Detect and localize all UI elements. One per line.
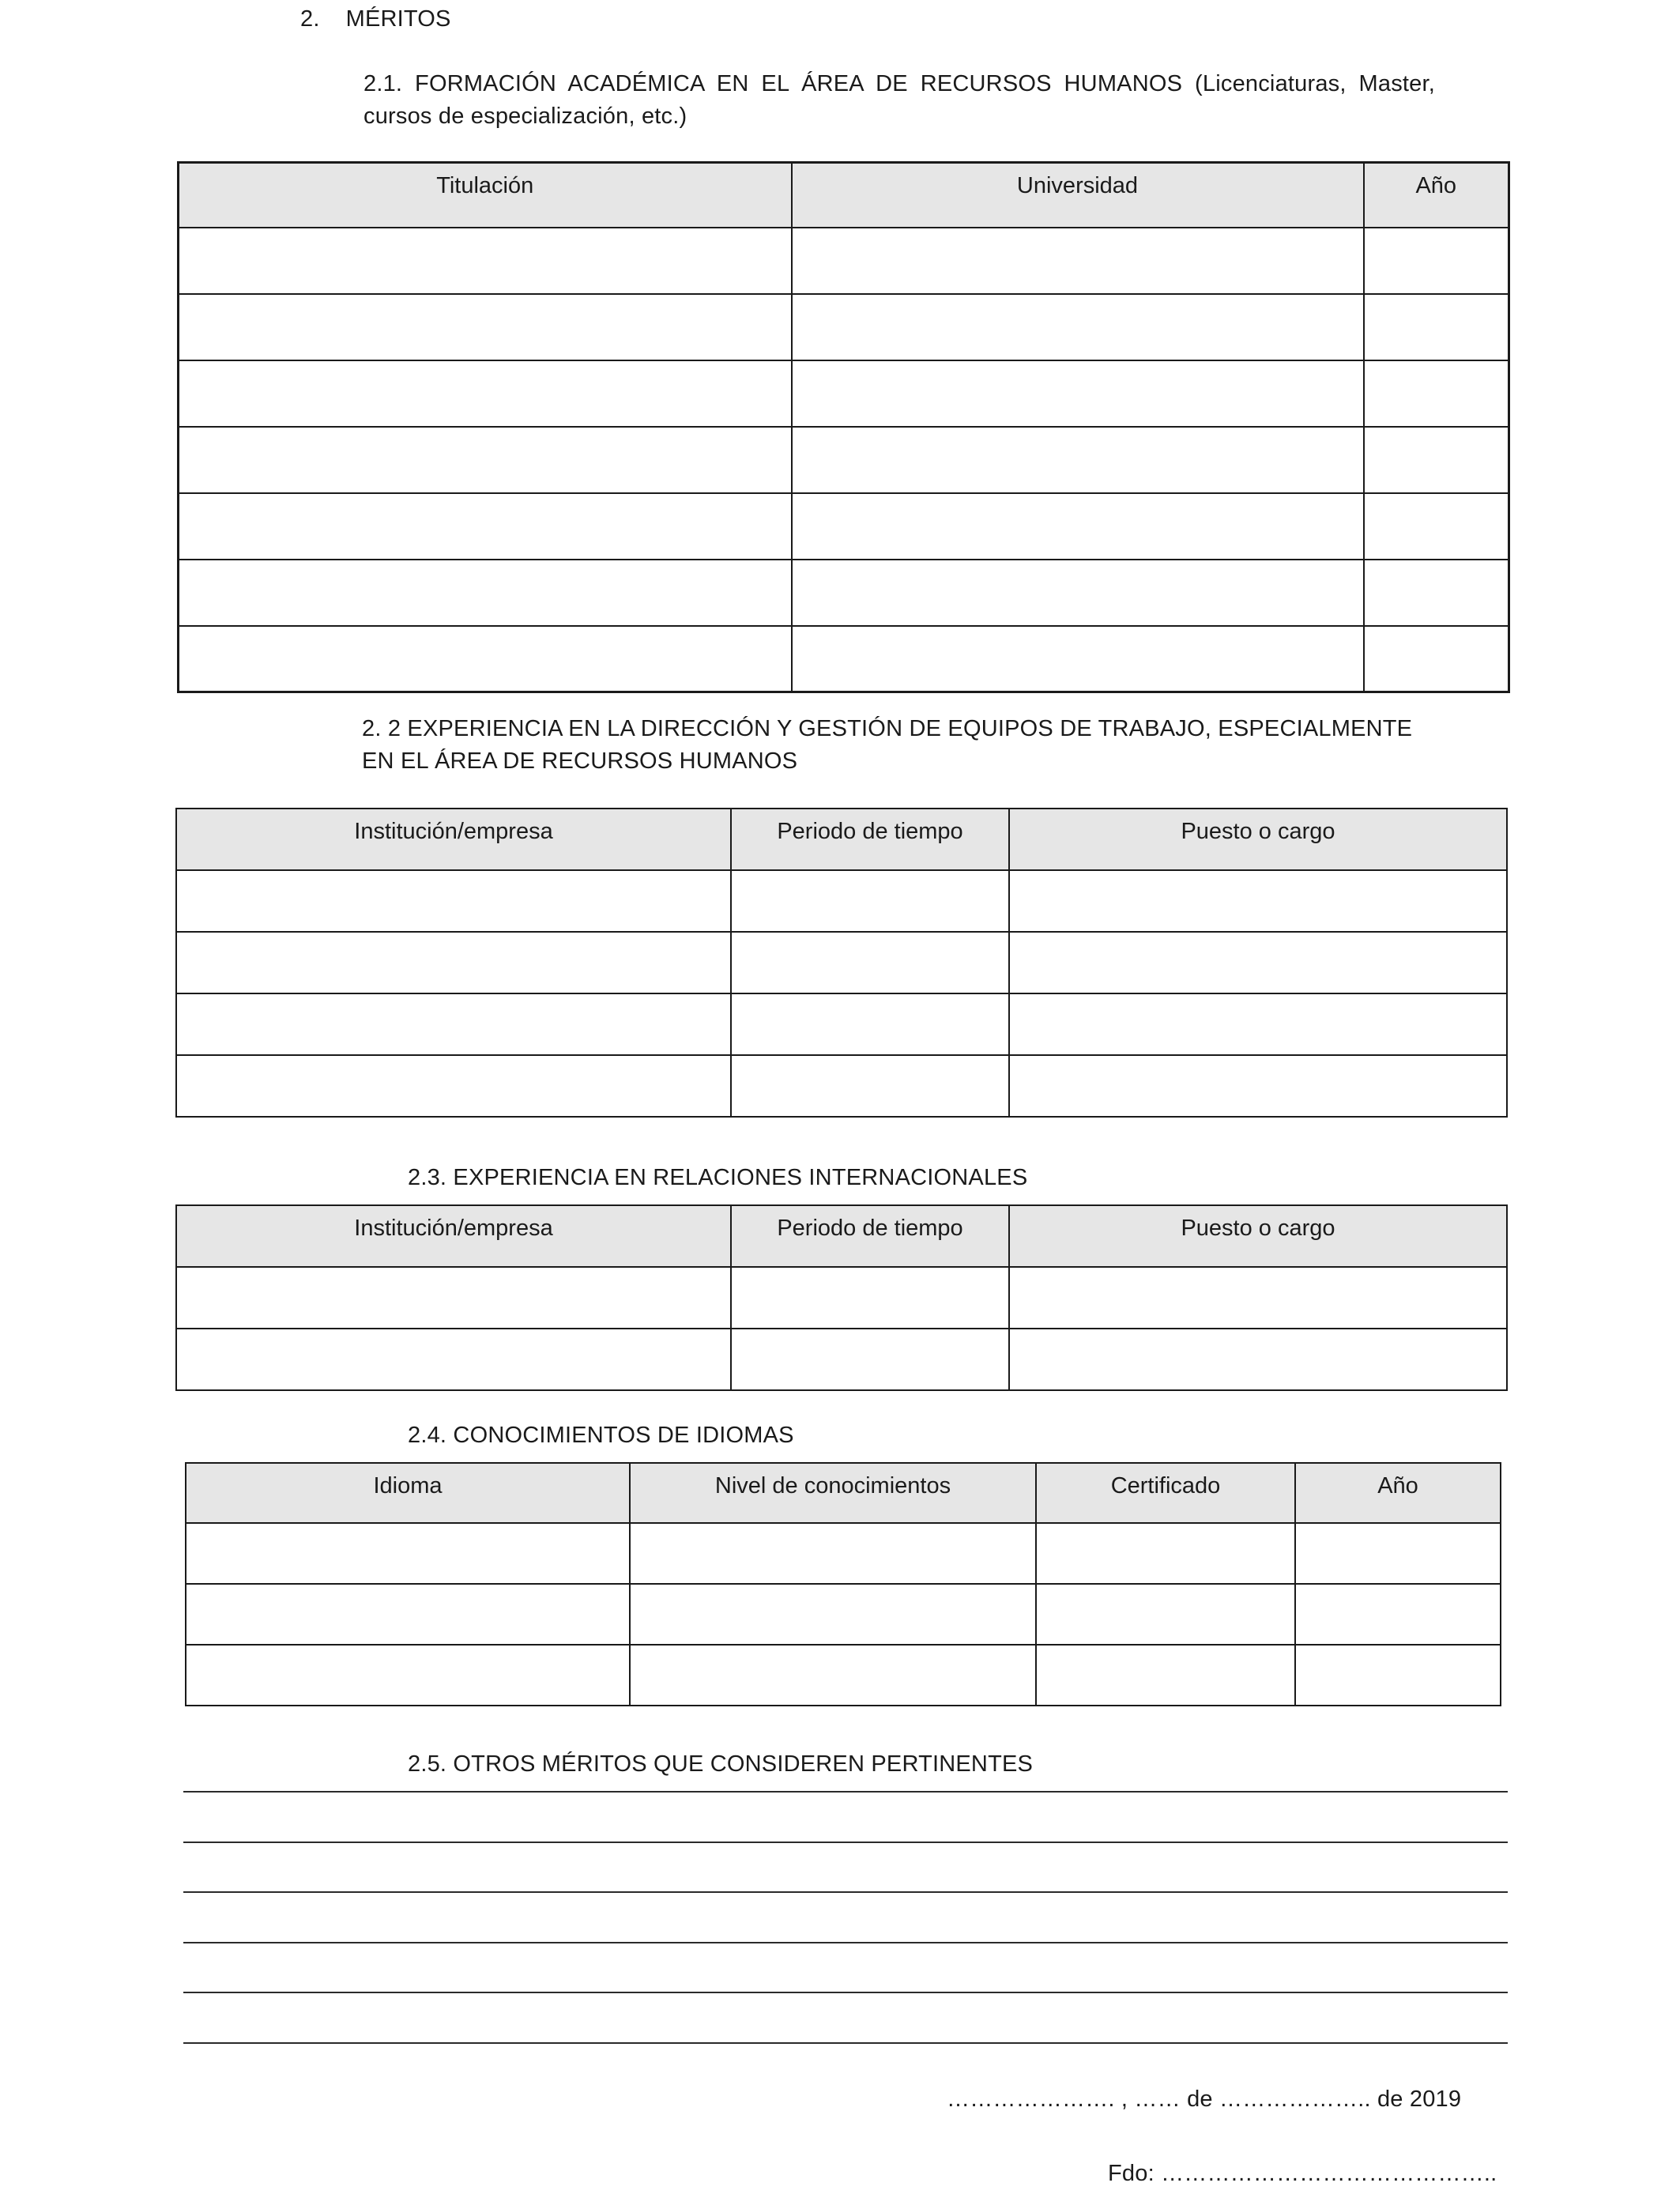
blank-cell[interactable] (176, 993, 731, 1055)
table-row (179, 294, 1509, 360)
table-row (176, 1329, 1507, 1390)
table-row (176, 932, 1507, 993)
s24-col-nivel: Nivel de conocimientos (630, 1463, 1036, 1523)
blank-cell[interactable] (186, 1645, 630, 1706)
s24-col-anio: Año (1295, 1463, 1501, 1523)
s21-body (179, 228, 1509, 692)
s23-title: 2.3. EXPERIENCIA EN RELACIONES INTERNACIONALES (408, 1165, 1028, 1190)
blank-line[interactable] (183, 1942, 1508, 1943)
blank-cell[interactable] (792, 626, 1364, 692)
blank-cell[interactable] (1036, 1584, 1295, 1645)
blank-cell[interactable] (179, 427, 792, 493)
s21-col-universidad: Universidad (792, 163, 1364, 228)
blank-cell[interactable] (792, 360, 1364, 427)
blank-cell[interactable] (1295, 1584, 1501, 1645)
blank-cell[interactable] (179, 626, 792, 692)
blank-cell[interactable] (731, 870, 1009, 932)
blank-cell[interactable] (1036, 1645, 1295, 1706)
blank-cell[interactable] (186, 1584, 630, 1645)
s23-col-periodo: Periodo de tiempo (731, 1205, 1009, 1267)
blank-cell[interactable] (1364, 228, 1509, 294)
s21-col-titulacion: Titulación (179, 163, 792, 228)
date-line: …………………. , …… de ……………….. de 2019 (947, 2087, 1462, 2112)
blank-cell[interactable] (630, 1584, 1036, 1645)
blank-cell[interactable] (176, 1267, 731, 1329)
blank-cell[interactable] (1009, 1055, 1507, 1117)
blank-cell[interactable] (792, 427, 1364, 493)
s22-col-puesto: Puesto o cargo (1009, 809, 1507, 870)
blank-cell[interactable] (176, 932, 731, 993)
blank-cell[interactable] (186, 1523, 630, 1584)
blank-cell[interactable] (630, 1523, 1036, 1584)
s24-title: 2.4. CONOCIMIENTOS DE IDIOMAS (408, 1423, 794, 1448)
blank-cell[interactable] (792, 228, 1364, 294)
blank-line[interactable] (183, 1891, 1508, 1893)
blank-line[interactable] (183, 1791, 1508, 1793)
blank-cell[interactable] (1009, 1329, 1507, 1390)
blank-cell[interactable] (731, 932, 1009, 993)
s22-title: 2. 2 EXPERIENCIA EN LA DIRECCIÓN Y GESTIÓN DE EQUIPOS DE TRABAJO, ESPECIALMENTE EN EL ÁREA DE RECURSOS HUMANOS (362, 716, 1413, 774)
blank-cell[interactable] (731, 1055, 1009, 1117)
table-row (176, 1267, 1507, 1329)
table-row (179, 228, 1509, 294)
s24-body (186, 1523, 1501, 1706)
table-row (176, 1055, 1507, 1117)
table-row (176, 993, 1507, 1055)
blank-cell[interactable] (731, 1267, 1009, 1329)
s24-col-certificado: Certificado (1036, 1463, 1295, 1523)
s22-table (175, 808, 1508, 1118)
table-row (186, 1523, 1501, 1584)
blank-cell[interactable] (1364, 294, 1509, 360)
s24-col-idioma: Idioma (186, 1463, 630, 1523)
blank-cell[interactable] (792, 294, 1364, 360)
s21-col-anio: Año (1364, 163, 1509, 228)
section-title: 2. MÉRITOS (300, 6, 451, 32)
blank-cell[interactable] (1009, 993, 1507, 1055)
blank-cell[interactable] (630, 1645, 1036, 1706)
signature-line: Fdo: …………………………………….. (1108, 2161, 1497, 2186)
blank-cell[interactable] (179, 294, 792, 360)
s21-title: 2.1. FORMACIÓN ACADÉMICA EN EL ÁREA DE RECURSOS HUMANOS (Licenciaturas, Master, cursos de especialización, etc.) (363, 71, 1435, 129)
s22-col-periodo: Periodo de tiempo (731, 809, 1009, 870)
s25-title: 2.5. OTROS MÉRITOS QUE CONSIDEREN PERTINENTES (408, 1751, 1034, 1777)
s23-col-institucion: Institución/empresa (176, 1205, 731, 1267)
blank-cell[interactable] (792, 560, 1364, 626)
blank-cell[interactable] (1364, 427, 1509, 493)
blank-cell[interactable] (179, 560, 792, 626)
blank-cell[interactable] (179, 493, 792, 560)
blank-cell[interactable] (1364, 493, 1509, 560)
blank-cell[interactable] (1036, 1523, 1295, 1584)
s23-table (175, 1204, 1508, 1391)
blank-cell[interactable] (1009, 870, 1507, 932)
blank-cell[interactable] (1295, 1523, 1501, 1584)
blank-cell[interactable] (1364, 560, 1509, 626)
blank-cell[interactable] (1364, 626, 1509, 692)
table-row (179, 427, 1509, 493)
table-row (179, 560, 1509, 626)
s23-body (176, 1267, 1507, 1390)
blank-line[interactable] (183, 2042, 1508, 2044)
blank-line[interactable] (183, 1842, 1508, 1843)
s22-col-institucion: Institución/empresa (176, 809, 731, 870)
table-row (186, 1584, 1501, 1645)
blank-cell[interactable] (1009, 1267, 1507, 1329)
blank-cell[interactable] (179, 228, 792, 294)
blank-cell[interactable] (176, 870, 731, 932)
blank-cell[interactable] (179, 360, 792, 427)
blank-cell[interactable] (731, 1329, 1009, 1390)
s23-col-puesto: Puesto o cargo (1009, 1205, 1507, 1267)
blank-cell[interactable] (792, 493, 1364, 560)
s22-body (176, 870, 1507, 1117)
blank-line[interactable] (183, 1992, 1508, 1993)
blank-cell[interactable] (1295, 1645, 1501, 1706)
blank-cell[interactable] (176, 1055, 731, 1117)
table-row (176, 870, 1507, 932)
s21-table (177, 161, 1510, 693)
blank-cell[interactable] (1364, 360, 1509, 427)
blank-cell[interactable] (1009, 932, 1507, 993)
table-row (179, 626, 1509, 692)
table-row (186, 1645, 1501, 1706)
blank-cell[interactable] (731, 993, 1009, 1055)
s24-table (185, 1462, 1501, 1706)
table-row (179, 493, 1509, 560)
blank-cell[interactable] (176, 1329, 731, 1390)
table-row (179, 360, 1509, 427)
